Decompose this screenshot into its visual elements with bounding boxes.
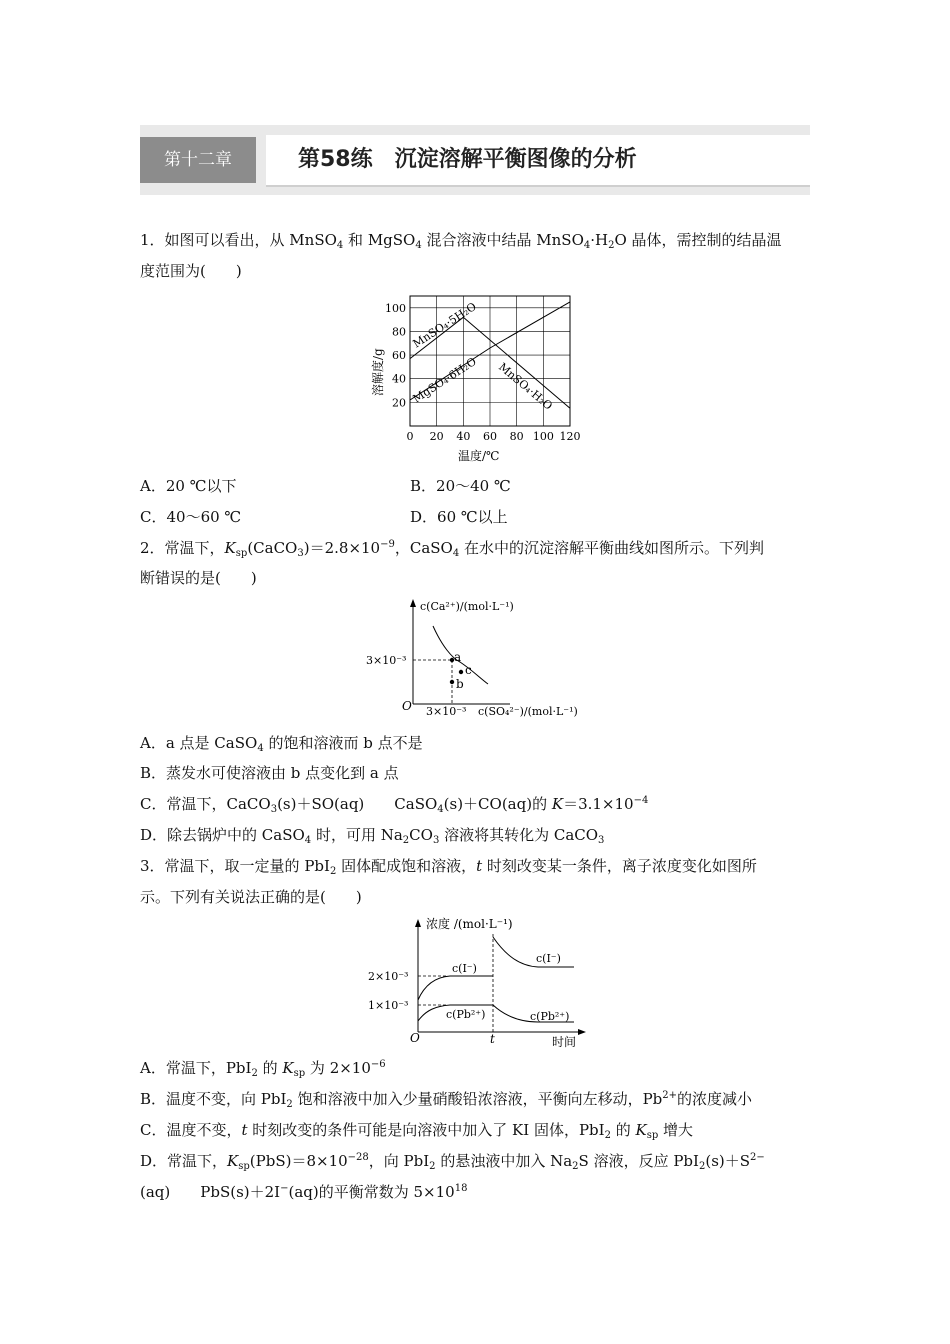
- origin-label: O: [410, 1031, 420, 1045]
- x-tick-label: 20: [429, 430, 444, 443]
- caso4-equilibrium-chart: [360, 596, 600, 724]
- y-tick-label: 60: [392, 349, 406, 363]
- label-c-pb-before: c(Pb²⁺): [446, 1008, 486, 1021]
- q3-option-c[interactable]: C．温度不变，t 时刻改变的条件可能是向溶液中加入了 KI 固体，PbI$_2$ 的 $K_{sp}$ 增大: [140, 1121, 694, 1141]
- page-title: 第58练 沉淀溶解平衡图像的分析: [298, 147, 637, 172]
- x-tick-label: 3×10⁻³: [426, 705, 467, 718]
- y-tick-label: 100: [385, 301, 406, 315]
- curve-label-mnso4-h2o: MnSO₄·H₂O: [496, 360, 555, 413]
- pbi2-concentration-chart: [360, 912, 600, 1052]
- x-axis-label: 时间: [552, 1035, 577, 1049]
- chapter-header: [140, 125, 810, 195]
- point-a-label: a: [454, 650, 462, 664]
- label-c-i-after: c(I⁻): [536, 952, 561, 965]
- curve-label-mgso4-6h2o: MgSO₄·6H₂O: [410, 354, 479, 406]
- x-tick-label: 40: [456, 430, 471, 443]
- t-label: t: [490, 1032, 495, 1046]
- q3-option-d-line2: (aq) PbS(s)＋2I−(aq)的平衡常数为 $5\times 10^{18}$: [140, 1183, 468, 1201]
- x-tick-label: 80: [509, 430, 524, 443]
- x-tick-label: 0: [406, 430, 414, 443]
- q3-stem-line1: 3．常温下，取一定量的 PbI$_2$ 固体配成饱和溶液，t 时刻改变某一条件，离子浓度变化如图所: [140, 857, 757, 877]
- q3-option-a[interactable]: A．常温下，PbI$_2$ 的 $K_{sp}$ 为 $2\times 10^{-6}$: [140, 1059, 386, 1079]
- q2-option-c[interactable]: C．常温下，CaCO$_3$(s)＋SO(aq) CaSO$_4$(s)＋CO(aq)的 $K=3.1\times 10^{-4}$: [140, 795, 649, 815]
- chapter-label: 第十二章: [140, 137, 256, 183]
- q3-option-d-line1[interactable]: D．常温下，$K_{sp}(PbS)=8\times 10^{-28}$，向 PbI$_2$ 的悬浊液中加入 $Na_2S$ 溶液，反应 $PbI_2(s)+S^{2-}$: [140, 1152, 765, 1172]
- q2-stem-line1: 2．常温下，$K_{sp}(CaCO_3)=2.8\times 10^{-9}$，CaSO$_4$ 在水中的沉淀溶解平衡曲线如图所示。下列判: [140, 539, 765, 559]
- y-tick-2e-3: 2×10⁻³: [368, 970, 409, 983]
- q3-stem-line2: 示。下列有关说法正确的是( ): [140, 888, 362, 906]
- y-axis-label: 浓度 /(mol·L⁻¹): [426, 917, 513, 931]
- x-axis-label: 温度/℃: [458, 449, 500, 463]
- q1-option-b[interactable]: B．20～40 ℃: [410, 477, 511, 495]
- y-tick-label: 3×10⁻³: [366, 654, 407, 667]
- label-c-pb-after: c(Pb²⁺): [530, 1010, 570, 1023]
- q3-option-b[interactable]: B．温度不变，向 PbI$_2$ 饱和溶液中加入少量硝酸铅浓溶液，平衡向左移动，$Pb^{2+}$的浓度减小: [140, 1090, 753, 1110]
- point-b-label: b: [456, 677, 464, 691]
- point-c-label: c: [465, 663, 472, 677]
- solubility-chart: [360, 288, 590, 468]
- chart-ticks: [385, 299, 581, 443]
- q1-option-d[interactable]: D．60 ℃以上: [410, 508, 508, 526]
- origin-label: O: [402, 699, 412, 713]
- y-tick-label: 40: [392, 372, 406, 386]
- y-tick-label: 80: [392, 325, 406, 339]
- curve-label-mnso4-5h2o: MnSO₄·5H₂O: [410, 299, 479, 351]
- x-tick-label: 60: [483, 430, 497, 443]
- x-tick-label: 100: [532, 430, 554, 443]
- y-axis-label: 溶解度/g: [371, 348, 385, 396]
- label-c-i-before: c(I⁻): [452, 962, 477, 975]
- q2-option-b[interactable]: B．蒸发水可使溶液由 b 点变化到 a 点: [140, 764, 399, 782]
- title-box: [266, 135, 810, 187]
- x-axis-label: c(SO₄²⁻)/(mol·L⁻¹): [478, 705, 578, 718]
- q2-option-d[interactable]: D．除去锅炉中的 CaSO$_4$ 时，可用 $Na_2CO_3$ 溶液将其转化为 CaCO$_3$: [140, 826, 605, 846]
- q1-option-a[interactable]: A．20 ℃以下: [140, 477, 237, 495]
- x-tick-label: 120: [559, 430, 581, 443]
- q1-stem-line2: 度范围为( ): [140, 262, 242, 280]
- q2-stem-line2: 断错误的是( ): [140, 569, 257, 587]
- y-axis-label: c(Ca²⁺)/(mol·L⁻¹): [420, 600, 514, 613]
- q1-option-c[interactable]: C．40～60 ℃: [140, 508, 242, 526]
- y-tick-label: 20: [392, 396, 406, 410]
- q2-option-a[interactable]: A．a 点是 CaSO$_4$ 的饱和溶液而 b 点不是: [140, 734, 423, 754]
- y-tick-1e-3: 1×10⁻³: [368, 999, 409, 1012]
- q1-stem-line1: 1．如图可以看出，从 MnSO$_4$ 和 MgSO$_4$ 混合溶液中结晶 $MnSO_4\cdot H_2O$ 晶体，需控制的结晶温: [140, 231, 782, 251]
